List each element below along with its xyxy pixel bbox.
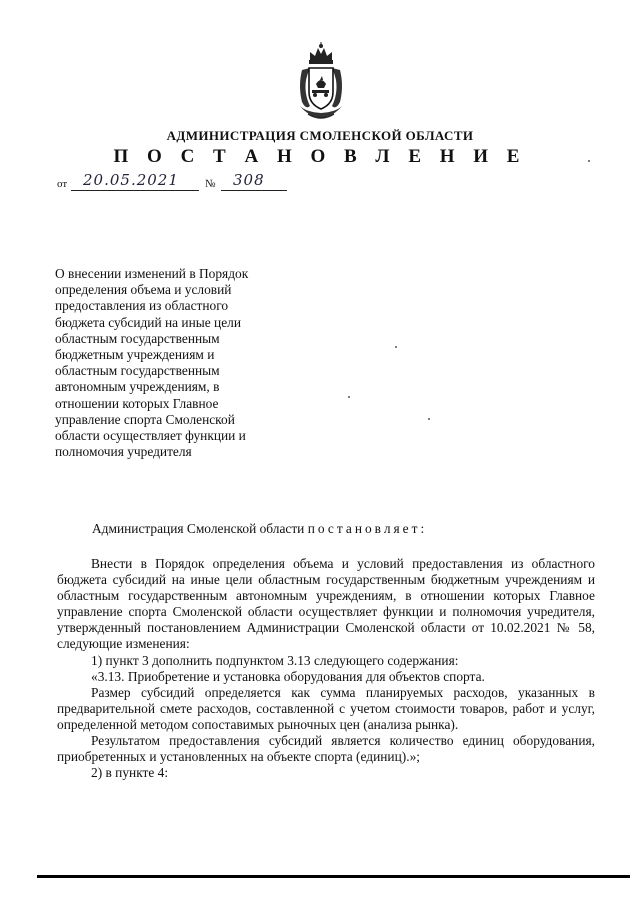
subject-line: областным государственным: [55, 363, 220, 379]
number-prefix-label: №: [205, 178, 216, 190]
date-prefix-label: от: [57, 178, 68, 190]
subject-line: области осуществляет функции и: [55, 428, 246, 444]
body-paragraph: Внести в Порядок определения объема и условий предоставления из областного бюджета субсидий на иные цели областным государственным бюджетным учреждениям и областным государственным автономным учреждениям, в отношении которых Главное управление спорта Смоленской области осуществляет функции и полномочия учредителя, утвержденный постановлением Администрации Смоленской области от 10.02.2021 № 58, следующие изменения:: [57, 556, 595, 652]
body-paragraph: Результатом предоставления субсидий является количество единиц оборудования, приобретенных и установленных на объекте спорта (единиц).»;: [57, 733, 595, 765]
body-paragraph: 1) пункт 3 дополнить подпунктом 3.13 следующего содержания:: [91, 652, 459, 668]
subject-line: отношении которых Главное: [55, 395, 219, 411]
page-bottom-edge: [37, 875, 630, 878]
subject-line: управление спорта Смоленской: [55, 411, 235, 427]
number-underline: [221, 190, 287, 191]
coat-of-arms-emblem: [296, 40, 346, 124]
subject-line: полномочия учредителя: [55, 444, 192, 460]
subject-block: [55, 266, 280, 460]
handwritten-number: 308: [233, 171, 265, 189]
subject-line: автономным учреждениям, в: [55, 379, 220, 395]
document-body: [57, 556, 595, 781]
scan-speck: [395, 346, 397, 348]
handwritten-date: 20.05.2021: [83, 171, 179, 189]
subject-line: бюджета субсидий на иные цели: [55, 314, 242, 330]
scan-speck: [428, 418, 430, 420]
preamble-text: Администрация Смоленской области: [92, 521, 305, 536]
subject-line: бюджетным учреждениям и: [55, 347, 215, 363]
body-paragraph: 2) в пункте 4:: [91, 765, 169, 781]
body-paragraph: Размер субсидий определяется как сумма планируемых расходов, указанных в предварительной смете расходов, составленной с учетом стоимости товаров, работ и услуг, определенной методом сопоставимых рыночных цен (анализа рынка).: [57, 684, 595, 732]
scan-speck: [588, 160, 590, 162]
organization-heading: АДМИНИСТРАЦИЯ СМОЛЕНСКОЙ ОБЛАСТИ: [166, 128, 474, 143]
subject-line: определения объема и условий: [55, 282, 232, 298]
body-paragraph: «3.13. Приобретение и установка оборудования для объектов спорта.: [91, 668, 485, 684]
date-underline: [71, 190, 199, 191]
subject-line: предоставления из областного: [55, 298, 229, 314]
document-title: П О С Т А Н О В Л Е Н И Е: [113, 146, 527, 167]
date-number-line: [57, 172, 297, 192]
preamble-verb: постановляет:: [307, 521, 428, 536]
subject-line: О внесении изменений в Порядок: [55, 266, 249, 281]
scan-speck: [348, 396, 350, 398]
preamble: [92, 521, 427, 537]
subject-line: областным государственным: [55, 330, 220, 346]
